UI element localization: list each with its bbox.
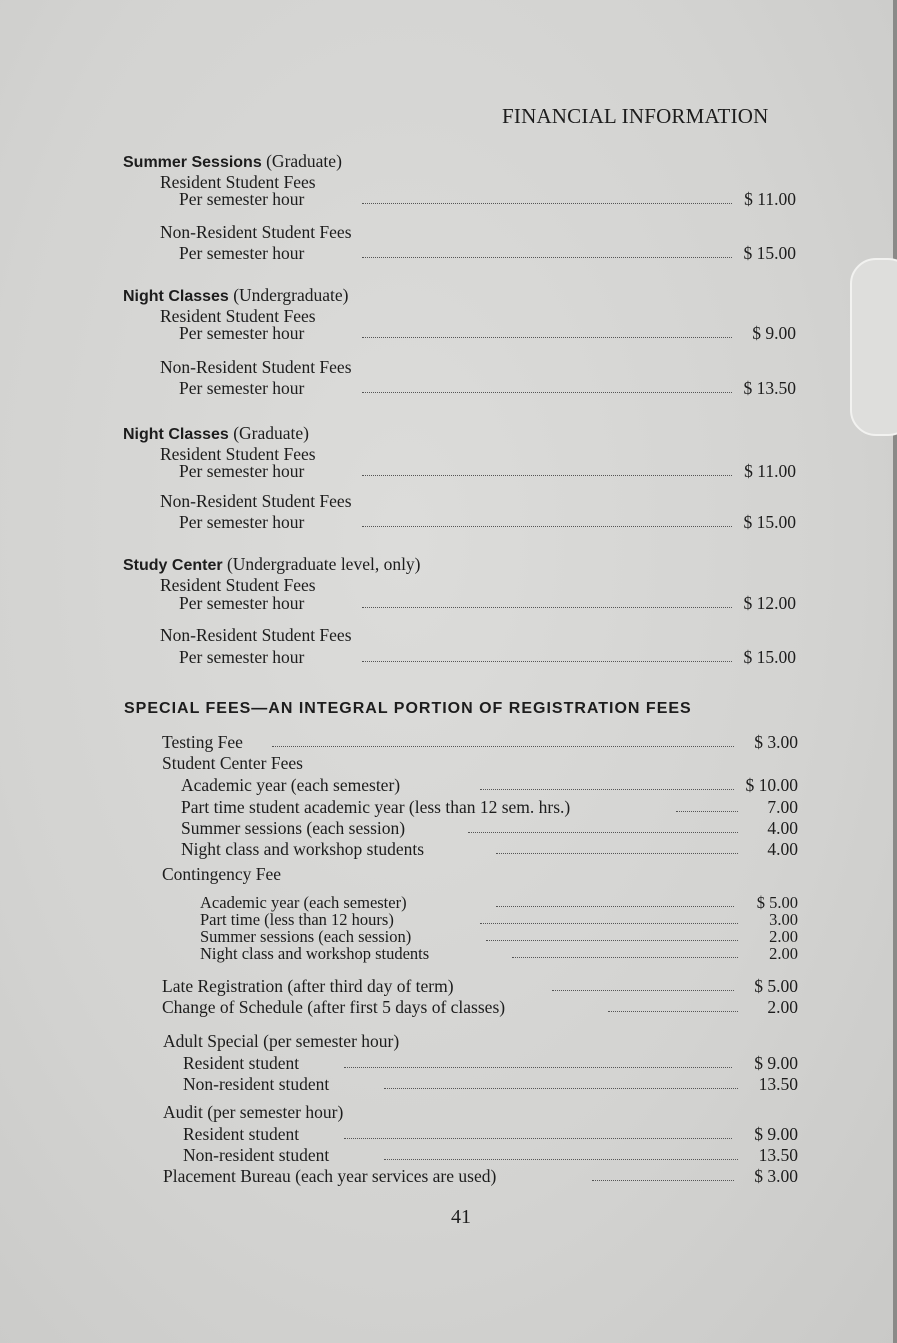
study-resident-label: Resident Student Fees	[160, 575, 316, 595]
student-center-item: Night class and workshop students 4.00	[181, 839, 798, 859]
leader-dots	[362, 475, 732, 476]
leader-dots	[362, 337, 732, 338]
summer-nonres-label: Non-Resident Student Fees	[160, 222, 352, 242]
adult-special-label: Adult Special (per semester hour)	[163, 1031, 400, 1051]
night-ug-resident-row: Per semester hour $ 9.00	[179, 323, 796, 343]
adult-nonresident-row: Non-resident student 13.50	[183, 1074, 798, 1094]
leader-dots	[362, 257, 732, 258]
student-center-item: Summer sessions (each session) 4.00	[181, 818, 798, 838]
leader-dots	[592, 1180, 734, 1181]
audit-label: Audit (per semester hour)	[163, 1102, 344, 1122]
audit-resident-row: Resident student $ 9.00	[183, 1124, 798, 1144]
night-ug-nonres-row: Per semester hour $ 13.50	[179, 378, 796, 398]
leader-dots	[362, 203, 732, 204]
night-grad-nonres-label: Non-Resident Student Fees	[160, 491, 352, 511]
section-title-summer: Summer Sessions (Graduate)	[123, 151, 342, 171]
student-center-item: Academic year (each semester) $ 10.00	[181, 775, 798, 795]
leader-dots	[362, 607, 732, 608]
leader-dots	[272, 746, 734, 747]
leader-dots	[496, 853, 738, 854]
night-grad-resident-row: Per semester hour $ 11.00	[179, 461, 796, 481]
placement-bureau-row: Placement Bureau (each year services are used) $ 3.00	[163, 1166, 798, 1186]
night-ug-nonres-label: Non-Resident Student Fees	[160, 357, 352, 377]
night-ug-resident-label: Resident Student Fees	[160, 306, 316, 326]
leader-dots	[362, 526, 732, 527]
page-header: FINANCIAL INFORMATION	[502, 104, 769, 128]
leader-dots	[362, 661, 732, 662]
leader-dots	[344, 1067, 732, 1068]
adult-resident-row: Resident student $ 9.00	[183, 1053, 798, 1073]
change-schedule-row: Change of Schedule (after first 5 days of classes) 2.00	[162, 997, 798, 1017]
contingency-item: Night class and workshop students 2.00	[200, 944, 798, 963]
leader-dots	[384, 1159, 738, 1160]
summer-resident-row: Per semester hour $ 11.00	[179, 189, 796, 209]
leader-dots	[512, 957, 738, 958]
leader-dots	[480, 923, 738, 924]
contingency-item: Summer sessions (each session) 2.00	[200, 927, 798, 946]
section-title-study-center: Study Center (Undergraduate level, only)	[123, 554, 421, 574]
leader-dots	[344, 1138, 732, 1139]
page-number: 41	[451, 1206, 471, 1228]
study-nonres-label: Non-Resident Student Fees	[160, 625, 352, 645]
leader-dots	[552, 990, 734, 991]
leader-dots	[496, 906, 734, 907]
study-resident-row: Per semester hour $ 12.00	[179, 593, 796, 613]
leader-dots	[468, 832, 738, 833]
leader-dots	[362, 392, 732, 393]
study-nonres-row: Per semester hour $ 15.00	[179, 647, 796, 667]
leader-dots	[480, 789, 734, 790]
night-grad-nonres-row: Per semester hour $ 15.00	[179, 512, 796, 532]
special-fees-title: SPECIAL FEES—AN INTEGRAL PORTION OF REGISTRATION FEES	[124, 700, 692, 717]
student-center-item: Part time student academic year (less than 12 sem. hrs.) 7.00	[181, 797, 798, 817]
contingency-label: Contingency Fee	[162, 864, 282, 884]
leader-dots	[486, 940, 738, 941]
late-registration-row: Late Registration (after third day of term) $ 5.00	[162, 976, 798, 996]
audit-nonresident-row: Non-resident student 13.50	[183, 1145, 798, 1165]
contingency-item: Part time (less than 12 hours) 3.00	[200, 910, 798, 929]
leader-dots	[384, 1088, 738, 1089]
summer-nonres-row: Per semester hour $ 15.00	[179, 243, 796, 263]
contingency-item: Academic year (each semester) $ 5.00	[200, 893, 798, 912]
section-title-night-ug: Night Classes (Undergraduate)	[123, 285, 349, 305]
section-title-night-grad: Night Classes (Graduate)	[123, 423, 309, 443]
student-center-label: Student Center Fees	[162, 753, 303, 773]
summer-resident-label: Resident Student Fees	[160, 172, 316, 192]
testing-fee-row: Testing Fee $ 3.00	[162, 732, 798, 752]
night-grad-resident-label: Resident Student Fees	[160, 444, 316, 464]
